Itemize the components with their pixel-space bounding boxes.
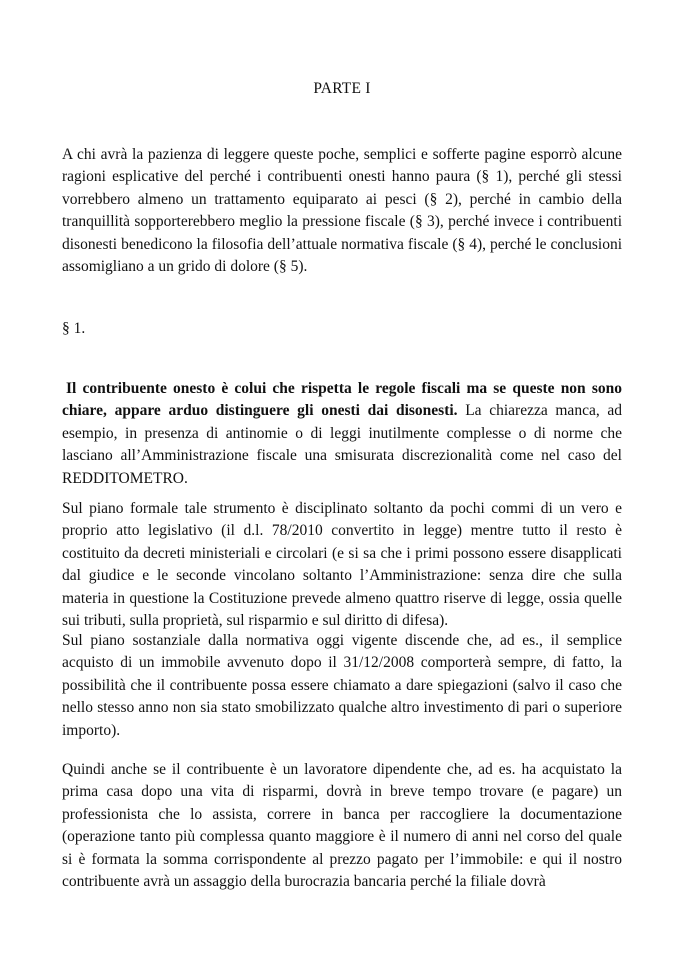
- paragraph-1: [62, 378, 622, 490]
- paragraph-4: Quindi anche se il contribuente è un lavoratore dipendente che, ad es. ha acquistato la prima casa dopo una vita di risparmi, dovrà in breve tempo trovare (e pagare) un professionista che lo assista, correre in banca per raccogliere la documentazione (operazione tanto più complessa quanto maggiore è il numero di anni nel corso del quale si è formata la somma corrispondente al prezzo pagato per l’immobile: e qui il nostro contribuente avrà un assaggio della burocrazia bancaria perché la filiale dovrà: [62, 761, 622, 891]
- intro-paragraph: A chi avrà la pazienza di leggere queste poche, semplici e sofferte pagine esporrò alcune ragioni esplicative del perché i contribuenti onesti hanno paura (§ 1), perché gli stessi vorrebbero almeno un trattamento equiparato ai pesci (§ 2), perché in cambio della tranquillità sopporterebbero meglio la pressione fiscale (§ 3), perché invece i contribuenti disonesti benedicono la filosofia dell’attuale normativa fiscale (§ 4), perché le conclusioni assomigliano a un grido di dolore (§ 5).: [62, 146, 622, 276]
- paragraph-2: Sul piano formale tale strumento è disciplinato soltanto da pochi commi di un vero e proprio atto legislativo (il d.l. 78/2010 convertito in legge) mentre tutto il resto è costituito da decreti ministeriali e circolari (e si sa che i primi possono essere disapplicati dal giudice e le seconde vincolano soltanto l’Amministrazione: senza dire che sulla materia in questione la Costituzione prevede almeno quattro riserve di legge, ossia quelle sui tributi, sulla proprietà, sul risparmio e sul diritto di difesa).: [62, 500, 622, 630]
- paragraph-1-rest: La chiarezza manca, ad esempio, in presenza di antinomie o di leggi inutilmente complesse o di norme che lasciano all’Amministrazione fiscale una smisurata discrezionalità come nel caso del REDDITOMETRO.: [62, 402, 622, 487]
- paragraph-3: Sul piano sostanziale dalla normativa oggi vigente discende che, ad es., il semplice acquisto di un immobile avvenuto dopo il 31/12/2008 comporterà sempre, di fatto, la possibilità che il contribuente possa essere chiamato a dare spiegazioni (salvo il caso che nello stesso anno non sia stato smobilizzato qualche altro investimento di pari o superiore importo).: [62, 632, 622, 739]
- section-mark: § 1.: [62, 320, 86, 337]
- paragraph-1-bold-lead: Il contribuente onesto è colui che rispetta le regole fiscali ma se queste non sono chiare, appare arduo distinguere gli onesti dai disonesti.: [62, 380, 622, 420]
- part-heading: PARTE I: [313, 80, 371, 97]
